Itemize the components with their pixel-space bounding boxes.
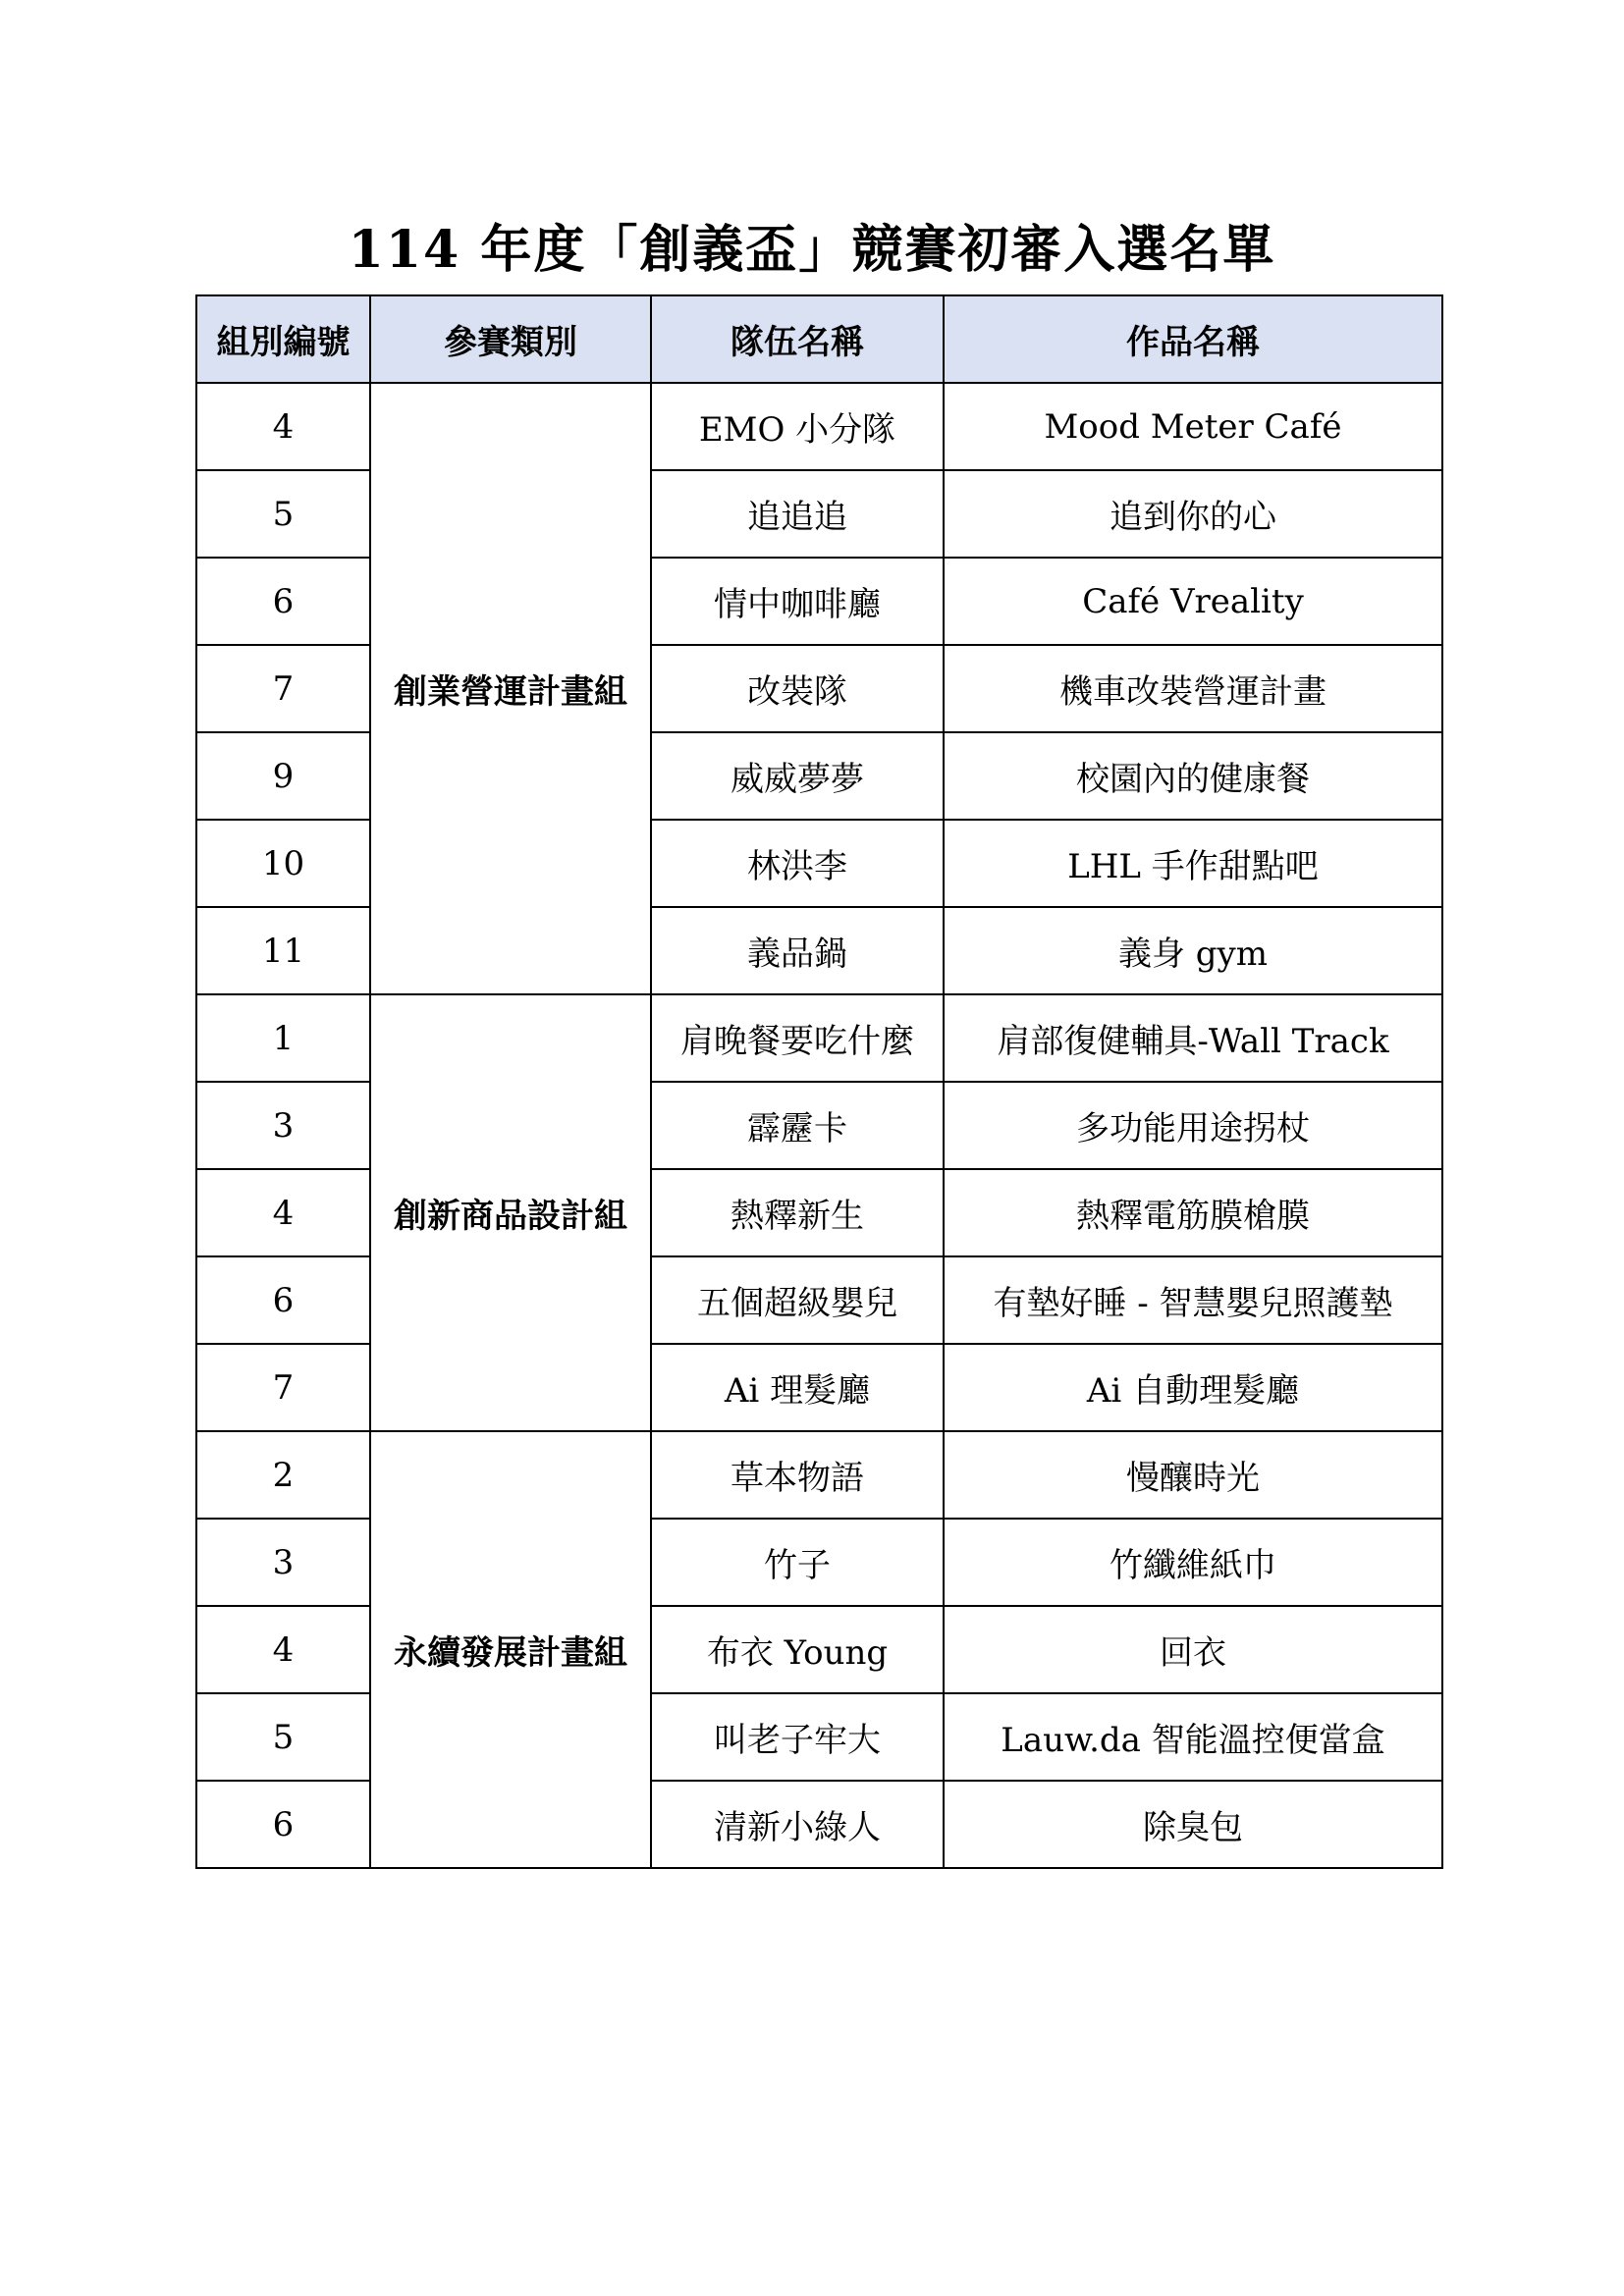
group-number: 5 [196, 1693, 370, 1781]
table-header-row [196, 295, 1442, 383]
team-name: 叫老子牢大 [651, 1693, 944, 1781]
work-name: 義身 gym [944, 907, 1442, 994]
work-name: 回衣 [944, 1606, 1442, 1693]
work-name: 竹纖維紙巾 [944, 1519, 1442, 1606]
group-number: 4 [196, 1169, 370, 1256]
table-row [196, 383, 1442, 470]
group-number: 2 [196, 1431, 370, 1519]
team-name: 改裝隊 [651, 645, 944, 732]
team-name: 威威夢夢 [651, 732, 944, 820]
work-name: 除臭包 [944, 1781, 1442, 1868]
group-number: 4 [196, 383, 370, 470]
work-name: 追到你的心 [944, 470, 1442, 558]
selection-table [195, 294, 1443, 1869]
header-category: 參賽類別 [370, 295, 651, 383]
group-number: 3 [196, 1082, 370, 1169]
page-title: 114 年度「創義盃」競賽初審入選名單 [348, 220, 1276, 280]
work-name: 有墊好睡 - 智慧嬰兒照護墊 [944, 1256, 1442, 1344]
work-name: 多功能用途拐杖 [944, 1082, 1442, 1169]
work-name: Lauw.da 智能溫控便當盒 [944, 1693, 1442, 1781]
work-name: Café Vreality [944, 558, 1442, 645]
team-name: 清新小綠人 [651, 1781, 944, 1868]
work-name: 肩部復健輔具-Wall Track [944, 994, 1442, 1082]
work-name: LHL 手作甜點吧 [944, 820, 1442, 907]
work-name: 熱釋電筋膜槍膜 [944, 1169, 1442, 1256]
category-cell: 創業營運計畫組 [370, 383, 651, 994]
team-name: 肩晚餐要吃什麼 [651, 994, 944, 1082]
work-name: Ai 自動理髮廳 [944, 1344, 1442, 1431]
header-group-number: 組別編號 [196, 295, 370, 383]
team-name: 熱釋新生 [651, 1169, 944, 1256]
group-number: 10 [196, 820, 370, 907]
work-name: 慢釀時光 [944, 1431, 1442, 1519]
team-name: EMO 小分隊 [651, 383, 944, 470]
team-name: 竹子 [651, 1519, 944, 1606]
category-cell: 創新商品設計組 [370, 994, 651, 1431]
team-name: 義品鍋 [651, 907, 944, 994]
group-number: 4 [196, 1606, 370, 1693]
group-number: 5 [196, 470, 370, 558]
header-work-name: 作品名稱 [944, 295, 1442, 383]
team-name: 情中咖啡廳 [651, 558, 944, 645]
group-number: 3 [196, 1519, 370, 1606]
team-name: 布衣 Young [651, 1606, 944, 1693]
header-team-name: 隊伍名稱 [651, 295, 944, 383]
work-name: 校園內的健康餐 [944, 732, 1442, 820]
group-number: 1 [196, 994, 370, 1082]
work-name: Mood Meter Café [944, 383, 1442, 470]
team-name: 五個超級嬰兒 [651, 1256, 944, 1344]
team-name: 追追追 [651, 470, 944, 558]
group-number: 7 [196, 1344, 370, 1431]
table-row [196, 1431, 1442, 1519]
table-row [196, 994, 1442, 1082]
team-name: 林洪李 [651, 820, 944, 907]
group-number: 6 [196, 1256, 370, 1344]
group-number: 7 [196, 645, 370, 732]
group-number: 11 [196, 907, 370, 994]
team-name: 草本物語 [651, 1431, 944, 1519]
team-name: Ai 理髮廳 [651, 1344, 944, 1431]
group-number: 6 [196, 1781, 370, 1868]
group-number: 9 [196, 732, 370, 820]
work-name: 機車改裝營運計畫 [944, 645, 1442, 732]
team-name: 霹靂卡 [651, 1082, 944, 1169]
category-cell: 永續發展計畫組 [370, 1431, 651, 1868]
group-number: 6 [196, 558, 370, 645]
